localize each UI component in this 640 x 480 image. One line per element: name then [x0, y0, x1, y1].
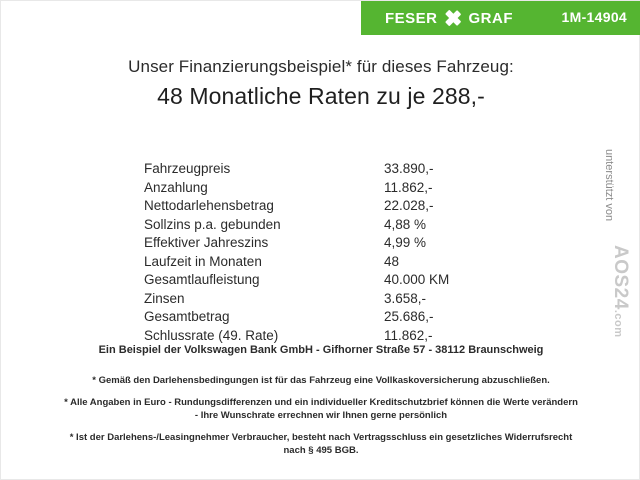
fact-value: 11.862,- [384, 179, 433, 195]
table-row [144, 180, 504, 199]
fact-label: Zinsen [144, 290, 185, 306]
fact-label: Schlussrate (49. Rate) [144, 327, 279, 343]
sponsor-logo [609, 245, 631, 338]
offer-id: 1M-14904 [561, 9, 627, 25]
fact-value: 48 [384, 253, 400, 269]
brand-name-right: GRAF [468, 9, 514, 27]
title-block [1, 57, 640, 110]
table-row [144, 309, 504, 328]
fact-label: Gesamtlaufleistung [144, 272, 260, 287]
fact-label: Sollzins p.a. gebunden [144, 216, 281, 232]
disclaimer-block [1, 374, 640, 457]
table-row [144, 161, 504, 180]
table-row [144, 198, 504, 217]
fact-value: 22.028,- [384, 198, 434, 213]
fact-value: 4,99 % [384, 235, 427, 250]
fact-label: Effektiver Jahreszins [144, 235, 269, 250]
fact-label: Fahrzeugpreis [144, 161, 231, 176]
fact-value: 40.000 KM [384, 272, 450, 287]
fact-value: 3.658,- [384, 290, 427, 306]
brand-logo [385, 10, 513, 27]
bank-info-line: Ein Beispiel der Volkswagen Bank GmbH - Gifhorner Straße 57 - 38112 Braunschweig [98, 344, 544, 356]
fact-value: 11.862,- [384, 327, 433, 343]
fact-label: Anzahlung [144, 179, 208, 195]
brand-name-left: FESER [385, 9, 438, 27]
fact-label: Laufzeit in Monaten [144, 253, 262, 269]
finance-facts-table [144, 161, 504, 346]
fact-value: 4,88 % [384, 216, 427, 232]
table-row [144, 235, 504, 254]
sponsor-sidebar [601, 149, 635, 339]
table-row [144, 254, 504, 273]
disclaimer-note: * Gemäß den Darlehensbedingungen ist für das Fahrzeug eine Vollkaskoversicherung abzuschließen. [92, 375, 550, 386]
fact-value: 33.890,- [384, 161, 434, 176]
table-row [144, 272, 504, 291]
x-cross-logo-icon [445, 10, 462, 27]
table-row [144, 217, 504, 236]
disclaimer-note: * Alle Angaben in Euro - Rundungsdifferenzen und ein individueller Kreditschutzbrief können die Werte verändern - Ihre Wunschrate errechnen wir Ihnen gerne persönlich [64, 397, 578, 421]
fact-value: 25.686,- [384, 309, 434, 324]
table-row [144, 291, 504, 310]
disclaimer-note: * Ist der Darlehens-/Leasingnehmer Verbraucher, besteht nach Vertragsschluss ein gesetzliches Widerrufsrecht nach § 495 BGB. [69, 432, 573, 456]
sponsor-label: unterstützt von [603, 149, 615, 222]
fact-label: Nettodarlehensbetrag [144, 198, 274, 213]
page-subtitle: 48 Monatliche Raten zu je 288,- [157, 83, 485, 109]
fact-label: Gesamtbetrag [144, 309, 230, 324]
sponsor-logo-text: AOS24 [610, 245, 631, 310]
sponsor-logo-domain: .com [612, 309, 624, 338]
page-title: Unser Finanzierungsbeispiel* für dieses Fahrzeug: [128, 57, 514, 76]
